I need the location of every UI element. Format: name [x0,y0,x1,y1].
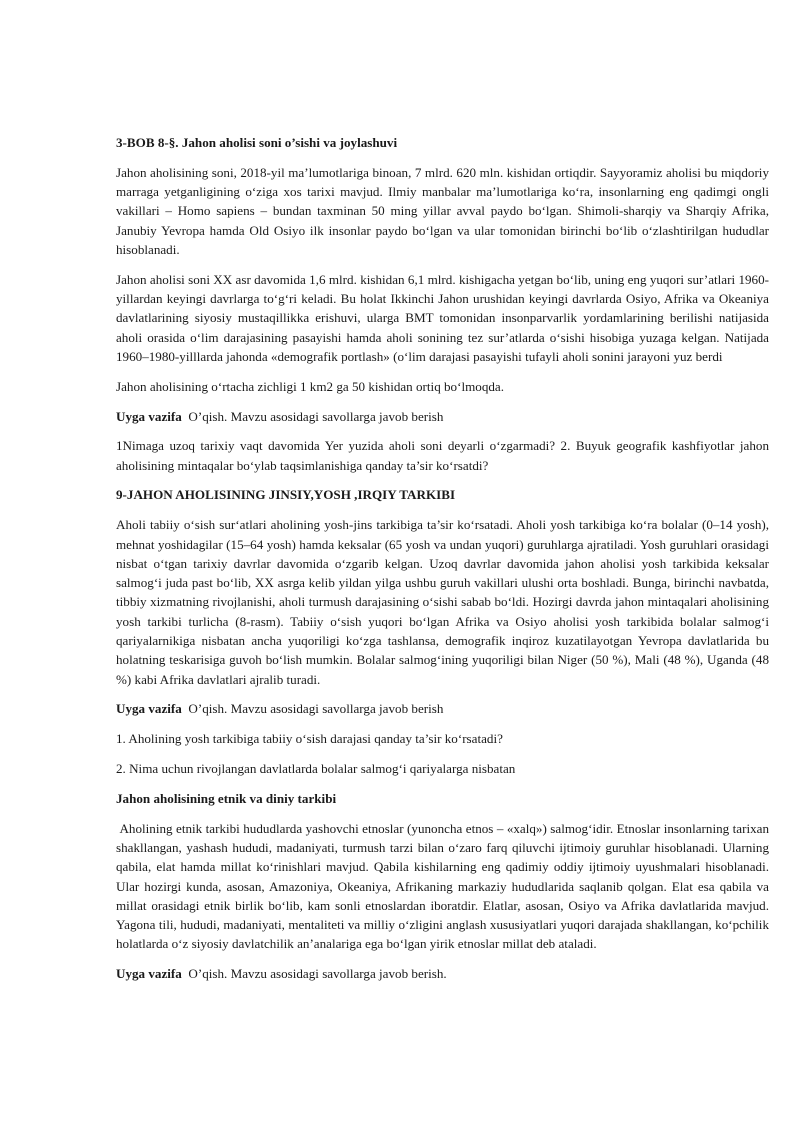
homework-line-2 [116,699,769,718]
homework-line-3 [116,964,769,983]
section-heading-age-structure: 9-JAHON AHOLISINING JINSIY,YOSH ,IRQIY TARKIBI [116,487,456,503]
homework-label: Uyga vazifa [116,701,182,717]
homework-label: Uyga vazifa [116,408,182,424]
paragraph-population-growth: Jahon aholisi soni XX asr davomida 1,6 mlrd. kishidan 6,1 mlrd. kishigacha yetgan bo‘lib, uning eng yuqori sur’atlari 1960-yillardan keyingi davrlarga to‘g‘ri keladi. Bu holat Ikkinchi Jahon urushidan keyingi davrlarda Osiyo, Afrika va Okeaniya davlatlarining siyosiy mustaqillikka erishuvi, ularga BMT tomonidan insonparvarlik yordamlarining berilishi natijasida aholi orasida o‘lim darajasining pasayishi hamda aholi sonining tez sur’atlarda o‘sishi hisobiga yuzaga kelgan. Natijada 1960–1980-yilllarda jahonda «demografik portlash» (o‘lim darajasi pasayishi tufayli aholi sonini jarayoni yuz berdi [116,271,769,364]
paragraph-population-density: Jahon aholisining o‘rtacha zichligi 1 km2 ga 50 kishidan ortiq bo‘lmoqda. [116,378,505,394]
homework-text: O’qish. Mavzu asosidagi savollarga javob berish [181,408,444,424]
paragraph-population-count: Jahon aholisining soni, 2018-yil ma’lumotlariga binoan, 7 mlrd. 620 mln. kishidan ortiqdir. Sayyoramiz aholisi bu miqdoriy marraga yetganligining o‘ziga xos tarixi mavjud. Ilmiy manbalar ma’lumotlariga ko‘ra, insonlarning eng qadimgi ongli vakillari – Homo sapiens – bundan taxminan 50 ming yillar avval paydo bo‘lgan. Shimoli-sharqiy va Sharqiy Afrika, Janubiy Yevropa hamda Old Osiyo ilk insonlar paydo bo‘lgan va ular tomonidan birinchi bo‘lib o‘zlashtirilgan hududlar hisoblanadi. [116,164,769,257]
paragraph-age-structure: Aholi tabiiy o‘sish sur‘atlari aholining yosh-jins tarkibiga ta’sir ko‘rsatadi. Aholi yosh tarkibiga ko‘ra bolalar (0–14 yosh), mehnat yoshidagilar (15–64 yosh) hamda keksalar (65 yosh va undan yuqori) guruhlarga ajratiladi. Yosh guruhlari orasidagi nisbat o‘tgan tarixiy davrlar davomida o‘zgarib kelgan. Uzoq davrlar davomida jahon aholisi yosh tarkibida keksalar salmog‘i juda past bo‘lib, XX asrga kelib yildan yilga ushbu guruh vakillari ulushi orta boshladi. Bunga, birinchi navbatda, tibbiy xizmatning rivojlanishi, aholi turmush darajasining o‘sishi sabab bo‘ldi. Hozirgi davrda jahon mintaqalari aholisining yosh tarkibi turlicha (8-rasm). Tabiiy o‘sish yuqori bo‘lgan Afrika va Osiyo aholisi yosh tarkibida bolalar salmog‘i qariyalarnikiga nisbatan ancha yuqoriligi ko‘zga tashlansa, demografik inqiroz kuzatilayotgan Yevropa davlatlarida bu holatning teskarisiga guvoh bo‘lish mumkin. Bolalar salmog‘ining yuqoriligi bilan Niger (50 %), Mali (48 %), Uganda (48 %) kabi Afrika davlatlari ajralib turadi. [116,517,769,687]
homework-label: Uyga vazifa [116,966,182,982]
homework-text: O’qish. Mavzu asosidagi savollarga javob berish [181,701,444,717]
homework-line-1 [116,407,769,426]
paragraph-questions-1: 1Nimaga uzoq tarixiy vaqt davomida Yer yuzida aholi soni deyarli o‘zgarmadi? 2. Buyuk geografik kashfiyotlar jahon aholisining mintaqalar bo‘ylab taqsimlanishiga qanday ta’sir ko‘rsatdi? [116,438,769,473]
question-2: 2. Nima uchun rivojlangan davlatlarda bolalar salmog‘i qariyalarga nisbatan [116,761,516,777]
document-page [116,133,773,994]
homework-text: O’qish. Mavzu asosidagi savollarga javob berish. [181,966,447,982]
section-heading-ethnic: Jahon aholisining etnik va diniy tarkibi [116,790,337,806]
chapter-heading: 3-BOB 8-§. Jahon aholisi soni o’sishi va joylashuvi [116,135,398,150]
paragraph-ethnic-composition: Aholining etnik tarkibi hududlarda yashovchi etnoslar (yunoncha etnos – «xalq») salmog‘idir. Etnoslar insonlarning tarixan shakllangan, yashash hududi, madaniyati, turmush tarzi bilan o‘zaro farq qiluvchi ijtimoiy guruhlar hisoblanadi. Ularning qabila, elat hamda millat ko‘rinishlari mavjud. Qabila kishilarning eng qadimiy oddiy ijtimoiy uyushmalari hisoblanadi. Ular hozirgi kunda, asosan, Amazoniya, Okeaniya, Afrikaning markaziy hududlarida saqlanib qolgan. Elat esa qabila va millat orasidagi etnik birlik bo‘lib, kam sonli etnoslardan iboratdir. Elatlar, asosan, Osiyo va Afrika davlatlarida mavjud. Yagona tili, hududi, madaniyati, mentaliteti va milliy o‘zligini anglash xususiyatlari yuqori darajada shakllangan, ko‘pchilik holatlarda o‘z siyosiy davlatchilik an’analariga ega bo‘lgan yirik etnoslar millat deb ataladi. [116,820,773,952]
question-1: 1. Aholining yosh tarkibiga tabiiy o‘sish darajasi qanday ta’sir ko‘rsatadi? [116,731,503,747]
